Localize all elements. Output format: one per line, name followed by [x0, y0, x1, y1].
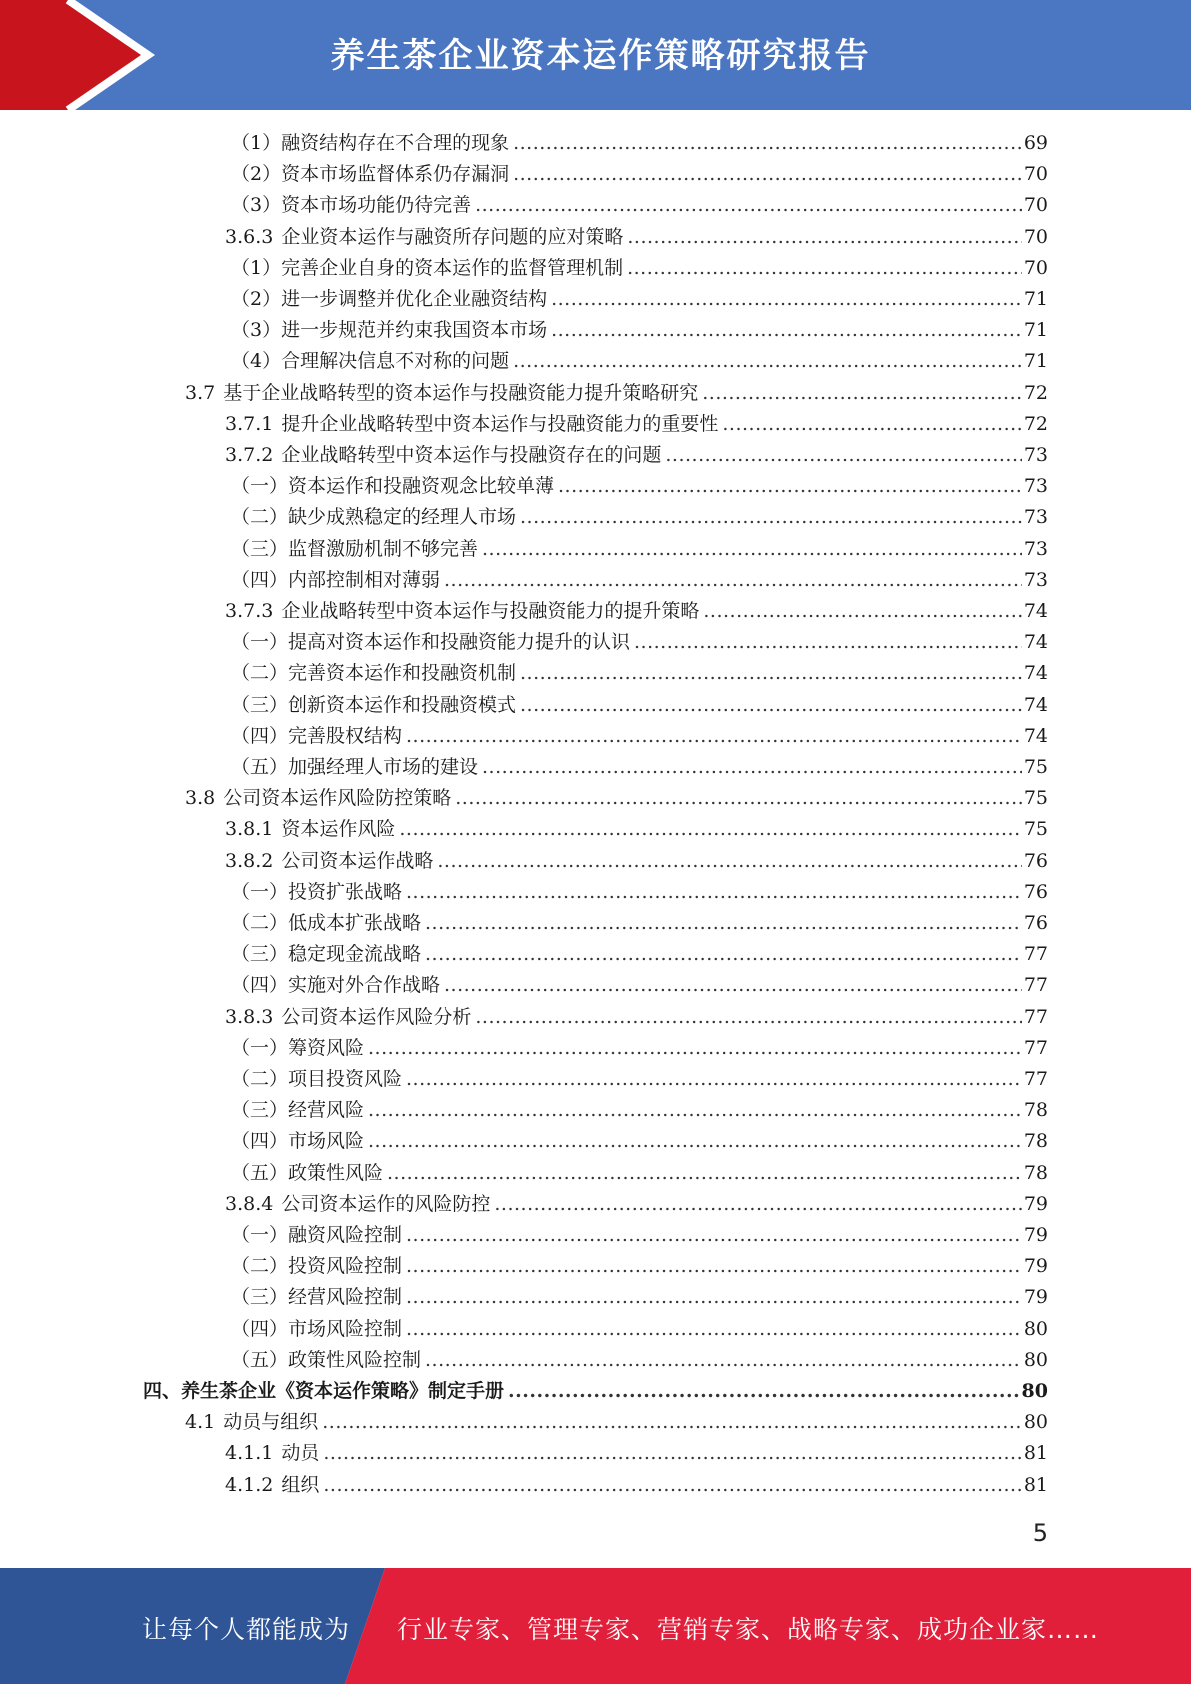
toc-entry[interactable] — [225, 846, 1048, 877]
toc-entry-title: （一）融资风险控制 — [231, 1224, 403, 1246]
toc-entry-page: 77 — [1023, 1005, 1048, 1028]
toc-entry[interactable] — [225, 1470, 1048, 1501]
toc-entry-title: （三）监督激励机制不够完善 — [231, 537, 479, 560]
toc-entry[interactable] — [231, 690, 1048, 721]
header-chevron-icon — [0, 0, 160, 110]
toc-entry-title: （2）资本市场监督体系仍存漏洞 — [231, 163, 510, 186]
toc-dot-leader — [520, 502, 1022, 533]
toc-dot-leader — [665, 440, 1021, 471]
toc-entry[interactable] — [231, 1345, 1048, 1376]
toc-entry-title: 公司资本运作战略 — [281, 849, 434, 872]
toc-entry-title: （三）经营风险 — [231, 1099, 365, 1122]
toc-entry-page: 72 — [1023, 381, 1048, 404]
toc-dot-leader — [406, 1282, 1022, 1313]
toc-entry-title: （1）融资结构存在不合理的现象 — [231, 132, 510, 154]
toc-entry[interactable] — [225, 440, 1048, 471]
toc-entry-title: （二）低成本扩张战略 — [231, 912, 422, 934]
toc-dot-leader — [482, 534, 1022, 565]
toc-entry-page: 77 — [1023, 1068, 1048, 1090]
toc-dot-leader — [494, 1189, 1021, 1220]
toc-entry-number: 3.8.3 — [225, 1005, 274, 1028]
toc-dot-leader — [406, 1251, 1022, 1282]
toc-entry[interactable] — [143, 1376, 1048, 1407]
toc-dot-leader — [323, 1470, 1021, 1501]
toc-entry[interactable] — [231, 502, 1048, 533]
toc-entry-page: 77 — [1023, 974, 1048, 997]
toc-entry-page: 70 — [1023, 256, 1048, 279]
toc-entry-page: 76 — [1023, 849, 1048, 872]
toc-dot-leader — [406, 1314, 1022, 1345]
toc-entry-page: 72 — [1023, 412, 1048, 435]
toc-entry-page: 74 — [1023, 631, 1048, 654]
toc-dot-leader — [627, 222, 1021, 253]
toc-entry-page: 73 — [1023, 506, 1048, 529]
toc-entry-title: 公司资本运作的风险防控 — [281, 1192, 491, 1215]
toc-entry-title: （1）完善企业自身的资本运作的监督管理机制 — [231, 256, 624, 279]
footer-slogan-left: 让每个人都能成为 — [142, 1615, 351, 1644]
toc-entry-page: 75 — [1023, 818, 1048, 841]
toc-entry-page: 78 — [1023, 1130, 1048, 1153]
toc-dot-leader — [482, 752, 1022, 783]
toc-dot-leader — [520, 658, 1022, 689]
toc-entry-title: （3）资本市场功能仍待完善 — [231, 194, 472, 217]
toc-dot-leader — [703, 596, 1021, 627]
toc-entry[interactable] — [231, 752, 1048, 783]
toc-entry-page: 75 — [1023, 787, 1048, 810]
toc-dot-leader — [513, 346, 1022, 377]
toc-entry-title: （3）进一步规范并约束我国资本市场 — [231, 319, 548, 342]
toc-entry-number: 3.7.1 — [225, 412, 274, 435]
toc-entry[interactable] — [231, 1314, 1048, 1345]
toc-entry-page: 76 — [1023, 912, 1048, 934]
toc-entry-title: 四、养生茶企业《资本运作策略》制定手册 — [143, 1380, 505, 1402]
toc-entry[interactable] — [225, 1002, 1048, 1033]
toc-entry-number: 3.8.4 — [225, 1192, 274, 1215]
toc-dot-leader — [475, 1002, 1021, 1033]
toc-entry-page: 74 — [1023, 693, 1048, 716]
toc-entry-title: （四）市场风险控制 — [231, 1317, 403, 1340]
toc-entry-number: 4.1 — [185, 1411, 216, 1434]
toc-dot-leader — [437, 846, 1021, 877]
toc-entry-title: （三）稳定现金流战略 — [231, 943, 422, 966]
toc-entry[interactable] — [231, 315, 1048, 346]
toc-dot-leader — [627, 253, 1022, 284]
toc-entry[interactable] — [231, 190, 1048, 221]
toc-entry-page: 77 — [1023, 943, 1048, 966]
toc-entry-page: 70 — [1023, 194, 1048, 217]
toc-entry-title: （四）完善股权结构 — [231, 724, 403, 747]
toc-dot-leader — [722, 409, 1021, 440]
toc-dot-leader — [444, 565, 1022, 596]
toc-entry-page: 70 — [1023, 163, 1048, 186]
toc-entry-title: 组织 — [281, 1473, 320, 1496]
toc-entry-title: （三）创新资本运作和投融资模式 — [231, 693, 517, 716]
toc-entry-page: 79 — [1023, 1224, 1048, 1246]
toc-entry-page: 76 — [1023, 880, 1048, 903]
toc-entry[interactable] — [225, 814, 1048, 845]
toc-entry-page: 74 — [1023, 724, 1048, 747]
toc-entry[interactable] — [231, 253, 1048, 284]
toc-entry-number: 4.1.2 — [225, 1473, 274, 1496]
toc-entry-title: （一）投资扩张战略 — [231, 880, 403, 903]
toc-entry[interactable] — [225, 409, 1048, 440]
toc-dot-leader — [702, 378, 1022, 409]
toc-entry-title: （一）资本运作和投融资观念比较单薄 — [231, 475, 555, 498]
toc-entry-title: 公司资本运作风险防控策略 — [223, 787, 452, 810]
toc-entry-number: 3.8.1 — [225, 818, 274, 841]
toc-entry-page: 73 — [1023, 568, 1048, 591]
toc-entry-number: 3.6.3 — [225, 225, 274, 248]
toc-entry[interactable] — [231, 346, 1048, 377]
toc-entry-page: 71 — [1023, 288, 1048, 310]
toc-entry[interactable] — [231, 1282, 1048, 1313]
toc-entry-title: （五）加强经理人市场的建设 — [231, 756, 479, 778]
toc-entry[interactable] — [225, 222, 1048, 253]
toc-entry-title: （四）市场风险 — [231, 1130, 365, 1153]
toc-entry-page: 73 — [1023, 475, 1048, 498]
toc-entry-page: 79 — [1023, 1255, 1048, 1278]
toc-entry[interactable] — [231, 159, 1048, 190]
toc-entry-page: 80 — [1023, 1348, 1048, 1371]
page-footer — [0, 1568, 1191, 1684]
toc-entry[interactable] — [231, 877, 1048, 908]
toc-entry[interactable] — [231, 1033, 1048, 1064]
toc-entry-page: 74 — [1023, 600, 1048, 622]
toc-entry-number: 4.1.1 — [225, 1442, 274, 1465]
toc-entry[interactable] — [185, 1407, 1048, 1438]
toc-dot-leader — [513, 128, 1022, 159]
toc-entry-title: 企业战略转型中资本运作与投融资存在的问题 — [281, 444, 662, 466]
toc-dot-leader — [425, 1345, 1022, 1376]
toc-dot-leader — [399, 814, 1021, 845]
toc-dot-leader — [475, 190, 1022, 221]
toc-entry-page: 70 — [1023, 225, 1048, 248]
toc-entry-title: （2）进一步调整并优化企业融资结构 — [231, 288, 548, 310]
toc-dot-leader — [558, 471, 1022, 502]
toc-entry-title: （三）经营风险控制 — [231, 1286, 403, 1309]
toc-entry-title: 动员 — [281, 1442, 320, 1465]
toc-entry[interactable] — [231, 1095, 1048, 1126]
toc-entry-page: 81 — [1023, 1442, 1048, 1465]
toc-dot-leader — [368, 1126, 1022, 1157]
toc-entry-number: 3.8.2 — [225, 849, 274, 872]
toc-entry-number: 3.7.3 — [225, 600, 274, 622]
toc-dot-leader — [387, 1158, 1022, 1189]
toc-entry[interactable] — [225, 1438, 1048, 1469]
toc-entry-title: （二）项目投资风险 — [231, 1068, 403, 1090]
toc-dot-leader — [551, 284, 1022, 315]
toc-entry-page: 77 — [1023, 1036, 1048, 1059]
toc-entry[interactable] — [231, 1158, 1048, 1189]
toc-dot-leader — [425, 908, 1022, 939]
toc-entry[interactable] — [231, 908, 1048, 939]
toc-entry-title: 动员与组织 — [223, 1411, 319, 1434]
toc-entry-title: 基于企业战略转型的资本运作与投融资能力提升策略研究 — [223, 381, 699, 404]
toc-entry-page: 69 — [1023, 132, 1048, 154]
toc-entry[interactable] — [231, 1251, 1048, 1282]
toc-entry[interactable] — [231, 284, 1048, 315]
toc-dot-leader — [634, 627, 1022, 658]
toc-entry-title: （二）投资风险控制 — [231, 1255, 403, 1278]
toc-entry-title: （五）政策性风险 — [231, 1161, 384, 1184]
toc-entry-page: 73 — [1023, 537, 1048, 560]
toc-entry[interactable] — [231, 970, 1048, 1001]
toc-entry[interactable] — [231, 1064, 1048, 1095]
toc-entry-page: 79 — [1023, 1286, 1048, 1309]
toc-entry[interactable] — [231, 565, 1048, 596]
toc-dot-leader — [455, 783, 1022, 814]
toc-entry-title: 企业资本运作与融资所存问题的应对策略 — [281, 225, 624, 248]
toc-dot-leader — [368, 1095, 1022, 1126]
toc-entry-page: 71 — [1023, 350, 1048, 373]
footer-slogan-right: 行业专家、管理专家、营销专家、战略专家、成功企业家…… — [397, 1615, 1100, 1644]
page-number: 5 — [1032, 1519, 1048, 1547]
toc-dot-leader — [425, 939, 1022, 970]
toc-entry[interactable] — [231, 939, 1048, 970]
toc-dot-leader — [508, 1376, 1020, 1407]
toc-entry-title: （五）政策性风险控制 — [231, 1348, 422, 1371]
toc-entry-page: 79 — [1023, 1192, 1048, 1215]
toc-dot-leader — [368, 1033, 1022, 1064]
toc-entry-title: 企业战略转型中资本运作与投融资能力的提升策略 — [281, 600, 700, 622]
toc-dot-leader — [444, 970, 1022, 1001]
toc-entry-title: 资本运作风险 — [281, 818, 396, 841]
toc-entry-page: 73 — [1023, 444, 1048, 466]
toc-entry-title: 提升企业战略转型中资本运作与投融资能力的重要性 — [281, 412, 719, 435]
toc-entry[interactable] — [231, 627, 1048, 658]
toc-entry-number: 3.8 — [185, 787, 216, 810]
toc-entry-title: （四）实施对外合作战略 — [231, 974, 441, 997]
toc-entry-title: （二）缺少成熟稳定的经理人市场 — [231, 506, 517, 529]
toc-dot-leader — [406, 1064, 1022, 1095]
toc-entry-title: （一）提高对资本运作和投融资能力提升的认识 — [231, 631, 631, 654]
toc-entry[interactable] — [225, 596, 1048, 627]
toc-entry-title: （一）筹资风险 — [231, 1036, 365, 1059]
toc-entry-page: 71 — [1023, 319, 1048, 342]
toc-dot-leader — [323, 1438, 1021, 1469]
toc-entry-number: 3.7.2 — [225, 444, 274, 466]
toc-entry[interactable] — [231, 721, 1048, 752]
toc-entry[interactable] — [231, 1126, 1048, 1157]
toc-entry[interactable] — [231, 534, 1048, 565]
toc-dot-leader — [406, 877, 1022, 908]
toc-entry-title: 公司资本运作风险分析 — [281, 1005, 472, 1028]
toc-entry-page: 75 — [1023, 756, 1048, 778]
toc-entry[interactable] — [225, 1189, 1048, 1220]
toc-dot-leader — [406, 721, 1022, 752]
toc-entry[interactable] — [231, 471, 1048, 502]
toc-entry[interactable] — [185, 783, 1048, 814]
toc-entry-number: 3.7 — [185, 381, 216, 404]
toc-entry-title: （4）合理解决信息不对称的问题 — [231, 350, 510, 373]
toc-entry[interactable] — [185, 378, 1048, 409]
toc-entry-page: 78 — [1023, 1099, 1048, 1122]
toc-entry-page: 74 — [1023, 662, 1048, 685]
toc-entry-title: （四）内部控制相对薄弱 — [231, 568, 441, 591]
toc-entry[interactable] — [231, 128, 1048, 159]
toc-dot-leader — [406, 1220, 1022, 1251]
toc-entry-page: 81 — [1023, 1473, 1048, 1496]
page-title: 养生茶企业资本运作策略研究报告 — [330, 36, 871, 76]
toc-dot-leader — [551, 315, 1022, 346]
toc-entry[interactable] — [231, 1220, 1048, 1251]
toc-entry-page: 80 — [1021, 1380, 1048, 1402]
toc-dot-leader — [513, 159, 1022, 190]
toc-dot-leader — [322, 1407, 1022, 1438]
toc-dot-leader — [520, 690, 1022, 721]
toc-entry-page: 80 — [1023, 1317, 1048, 1340]
page-header — [0, 0, 1191, 110]
toc-entry-page: 80 — [1023, 1411, 1048, 1434]
toc-entry[interactable] — [231, 658, 1048, 689]
toc-entry-title: （二）完善资本运作和投融资机制 — [231, 662, 517, 685]
toc-entry-page: 78 — [1023, 1161, 1048, 1184]
